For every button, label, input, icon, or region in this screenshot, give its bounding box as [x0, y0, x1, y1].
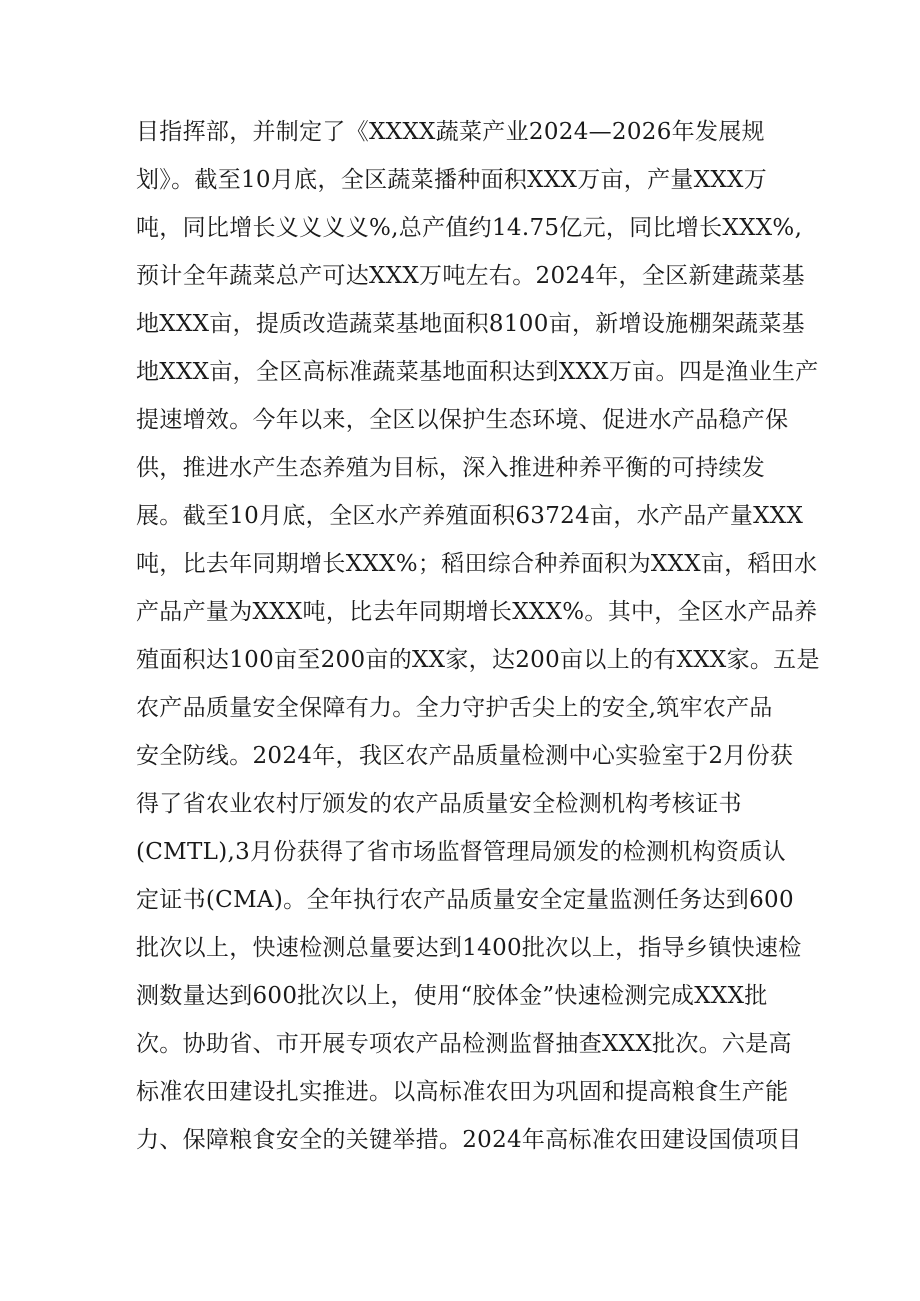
text-line: 吨，同比增长义义义义%,总产值约14.75亿元，同比增长XXX%, [136, 215, 803, 241]
text-line: 预计全年蔬菜总产可达XXX万吨左右。2024年，全区新建蔬菜基 [136, 263, 805, 289]
text-line: 展。截至10月底，全区水产养殖面积63724亩，水产品产量XXX [136, 503, 804, 529]
text-line: 划》。截至10月底，全区蔬菜播种面积XXX万亩，产量XXX万 [136, 167, 768, 193]
text-line: 目指挥部，并制定了《XXXX蔬菜产业2024—2026年发展规 [136, 119, 765, 145]
text-line: 产品产量为XXX吨，比去年同期增长XXX%。其中，全区水产品养 [136, 599, 818, 625]
text-line: 地XXX亩，全区高标准蔬菜基地面积达到XXX万亩。四是渔业生产 [136, 359, 819, 385]
text-line: 安全防线。2024年，我区农产品质量检测中心实验室于2月份获 [136, 743, 794, 769]
text-line: 标准农田建设扎实推进。以高标准农田为巩固和提高粮食生产能 [136, 1079, 789, 1105]
text-line: 次。协助省、市开展专项农产品检测监督抽查XXX批次。六是高 [136, 1031, 792, 1057]
text-line: 农产品质量安全保障有力。全力守护舌尖上的安全,筑牢农产品 [136, 695, 773, 721]
text-line: (CMTL),3月份获得了省市场监督管理局颁发的检测机构资质认 [136, 839, 786, 865]
text-line: 定证书(CMA)。全年执行农产品质量安全定量监测任务达到600 [136, 887, 794, 913]
text-line: 力、保障粮食安全的关键举措。2024年高标准农田建设国债项目 [136, 1127, 802, 1153]
body-text [136, 108, 820, 1164]
text-line: 地XXX亩，提质改造蔬菜基地面积8100亩，新增设施棚架蔬菜基 [136, 311, 805, 337]
text-line: 提速增效。今年以来，全区以保护生态环境、促进水产品稳产保 [136, 407, 789, 433]
text-line: 得了省农业农村厅颁发的农产品质量安全检测机构考核证书 [136, 791, 742, 817]
text-line: 测数量达到600批次以上，使用“胶体金”快速检测完成XXX批 [136, 983, 768, 1009]
text-line: 批次以上，快速检测总量要达到1400批次以上，指导乡镇快速检 [136, 935, 802, 961]
text-line: 吨，比去年同期增长XXX%；稻田综合种养面积为XXX亩，稻田水 [136, 551, 818, 577]
text-line: 殖面积达100亩至200亩的XX家，达200亩以上的有XXX家。五是 [136, 647, 820, 673]
text-line: 供，推进水产生态养殖为目标，深入推进种养平衡的可持续发 [136, 455, 766, 481]
